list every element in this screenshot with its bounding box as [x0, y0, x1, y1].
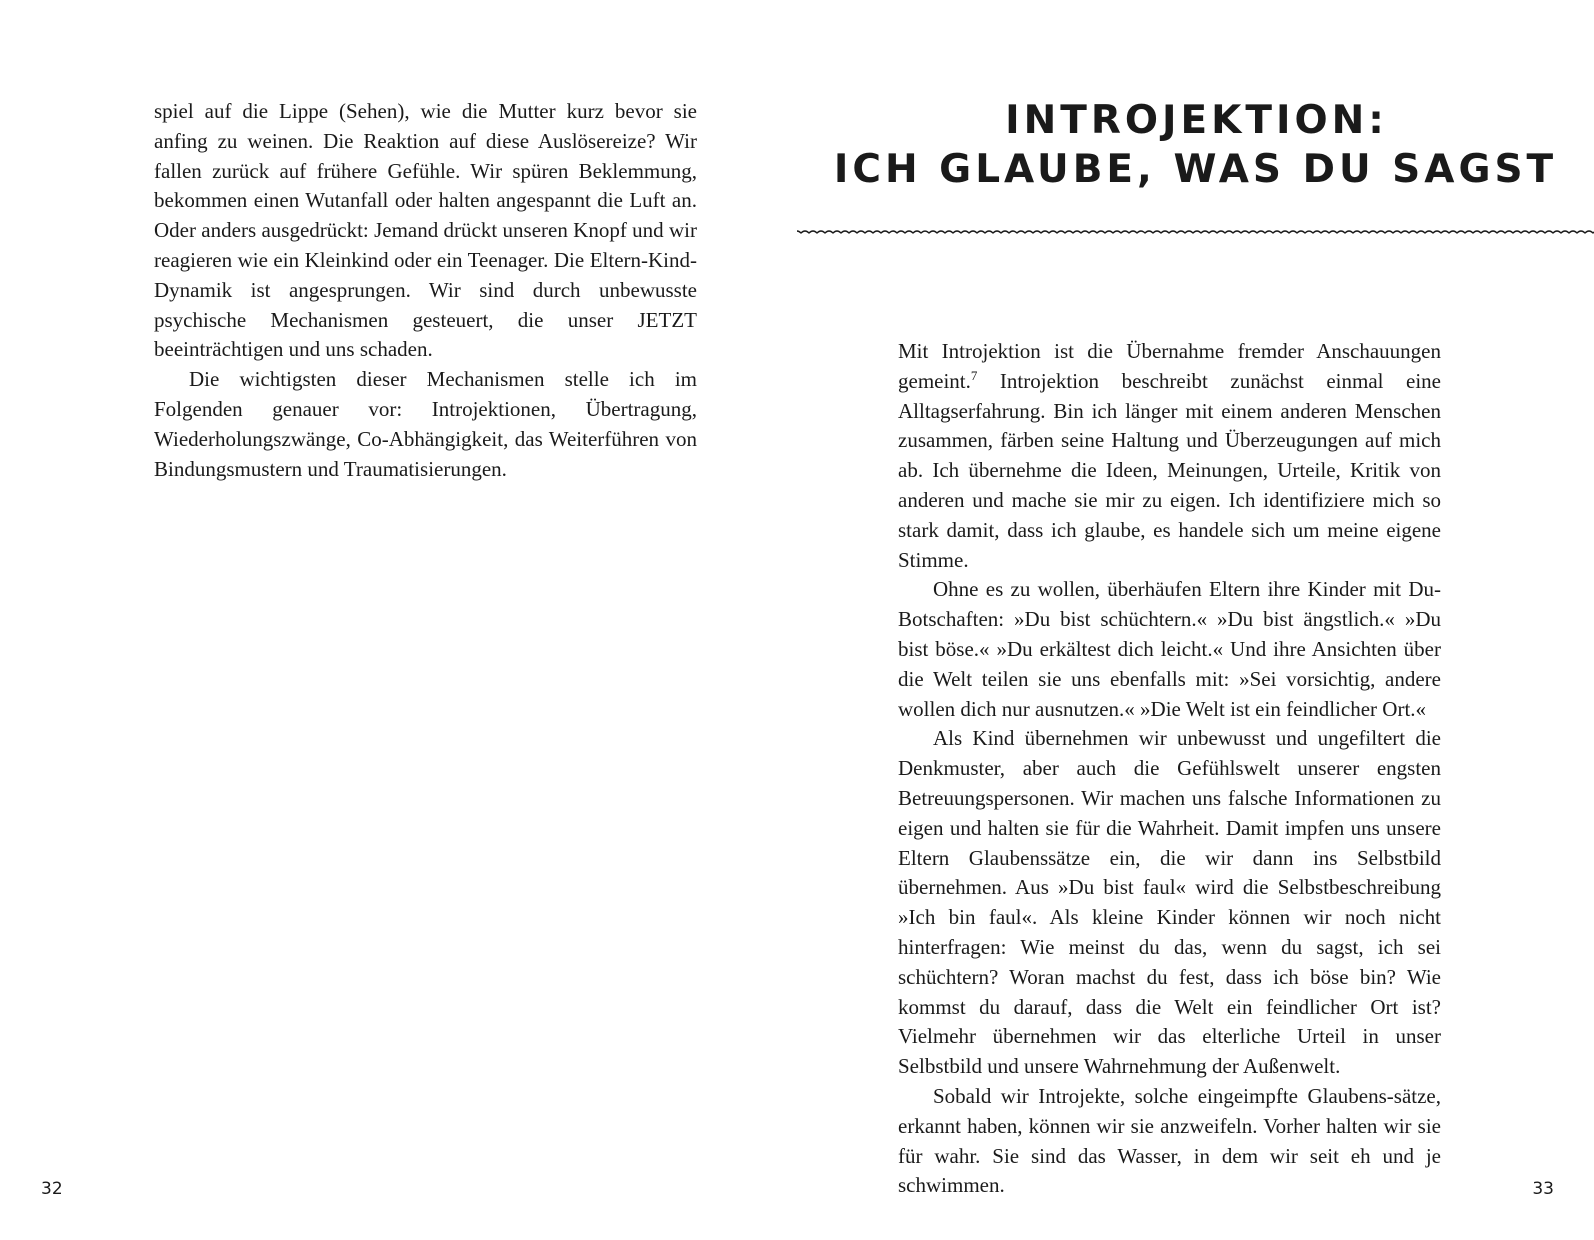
right-paragraph-3: Als Kind übernehmen wir unbewusst und ungefiltert die Denkmuster, aber auch die Gefühlswelt unserer engsten Betreuungspersonen. Wir machen uns falsche Informationen zu eigen und halten sie für die Wahrheit. Damit impfen uns unsere Eltern Glaubenssätze ein, die wir dann ins Selbstbild übernehmen. Aus »Du bist faul« wird die Selbstbeschreibung »Ich bin faul«. Als kleine Kinder können wir noch nicht hinterfragen: Wie meinst du das, wenn du sagst, ich sei schüchtern? Woran machst du fest, dass ich böse bin? Wie kommst du darauf, dass die Welt ein feindlicher Ort ist? Vielmehr übernehmen wir das elterliche Urteil in unser Selbstbild und unsere Wahrnehmung der Außenwelt. [898, 726, 1441, 1079]
right-paragraph-1-continuation: Introjektion beschreibt zunächst einmal eine Alltagserfahrung. Bin ich länger mit einem anderen Menschen zusammen, färben seine Haltung und Überzeugungen auf mich ab. Ich übernehme die Ideen, Meinungen, Urteile, Kritik von anderen und mache sie mir zu eigen. Ich identifiziere mich so stark damit, dass ich glaube, es handele sich um meine eigene Stimme. [898, 368, 1441, 572]
left-body-text [154, 97, 697, 484]
left-paragraph-2: Die wichtigsten dieser Mechanismen stelle ich im Folgenden genauer vor: Introjektionen, Übertragung, Wiederholungszwänge, Co-Abhängigkeit, das Weiterführen von Bindungsmustern und Traumatisierungen. [154, 367, 697, 481]
chapter-title-line-1: INTROJEKTION: [1005, 98, 1388, 143]
chapter-title-line-2: ICH GLAUBE, WAS DU SAGST [833, 147, 1558, 192]
right-paragraph-1-text: Mit Introjektion ist die Übernahme fremder Anschauungen gemeint. [898, 339, 1441, 393]
right-body-text [898, 337, 1441, 1201]
page-number-right: 33 [1532, 1179, 1554, 1199]
chapter-title [797, 96, 1594, 194]
right-paragraph-4: Sobald wir Introjekte, solche eingeimpfte Glaubens-sätze, erkannt haben, können wir sie anzweifeln. Vorher halten wir sie für wahr. Sie sind das Wasser, in dem wir seit eh und je schwimmen. [898, 1083, 1441, 1198]
left-paragraph-1: spiel auf die Lippe (Sehen), wie die Mutter kurz bevor sie anfing zu weinen. Die Reaktion auf diese Auslösereize? Wir fallen zurück auf frühere Gefühle. Wir spüren Beklemmung, bekommen einen Wutanfall oder halten angespannt die Luft an. Oder anders ausgedrückt: Jemand drückt unseren Knopf und wir reagieren wie ein Kleinkind oder ein Teenager. Die Eltern-Kind-Dynamik ist angesprungen. Wir sind durch unbewusste psychische Mechanismen gesteuert, die unser JETZT beeinträchtigen und uns schaden. [154, 99, 697, 362]
wave-divider [797, 226, 1594, 240]
right-paragraph-2: Ohne es zu wollen, überhäufen Eltern ihre Kinder mit Du-Botschaften: »Du bist schüchtern.« »Du bist ängstlich.« »Du bist böse.« »Du erkältest dich leicht.« Und ihre Ansichten über die Welt teilen sie uns ebenfalls mit: »Sei vorsichtig, andere wollen dich nur ausnutzen.« »Die Welt ist ein feindlicher Ort.« [898, 577, 1441, 721]
page-number-left: 32 [41, 1179, 63, 1199]
right-page [797, 0, 1594, 1240]
right-paragraph-1 [898, 337, 1441, 575]
footnote-reference[interactable]: 7 [970, 367, 978, 383]
